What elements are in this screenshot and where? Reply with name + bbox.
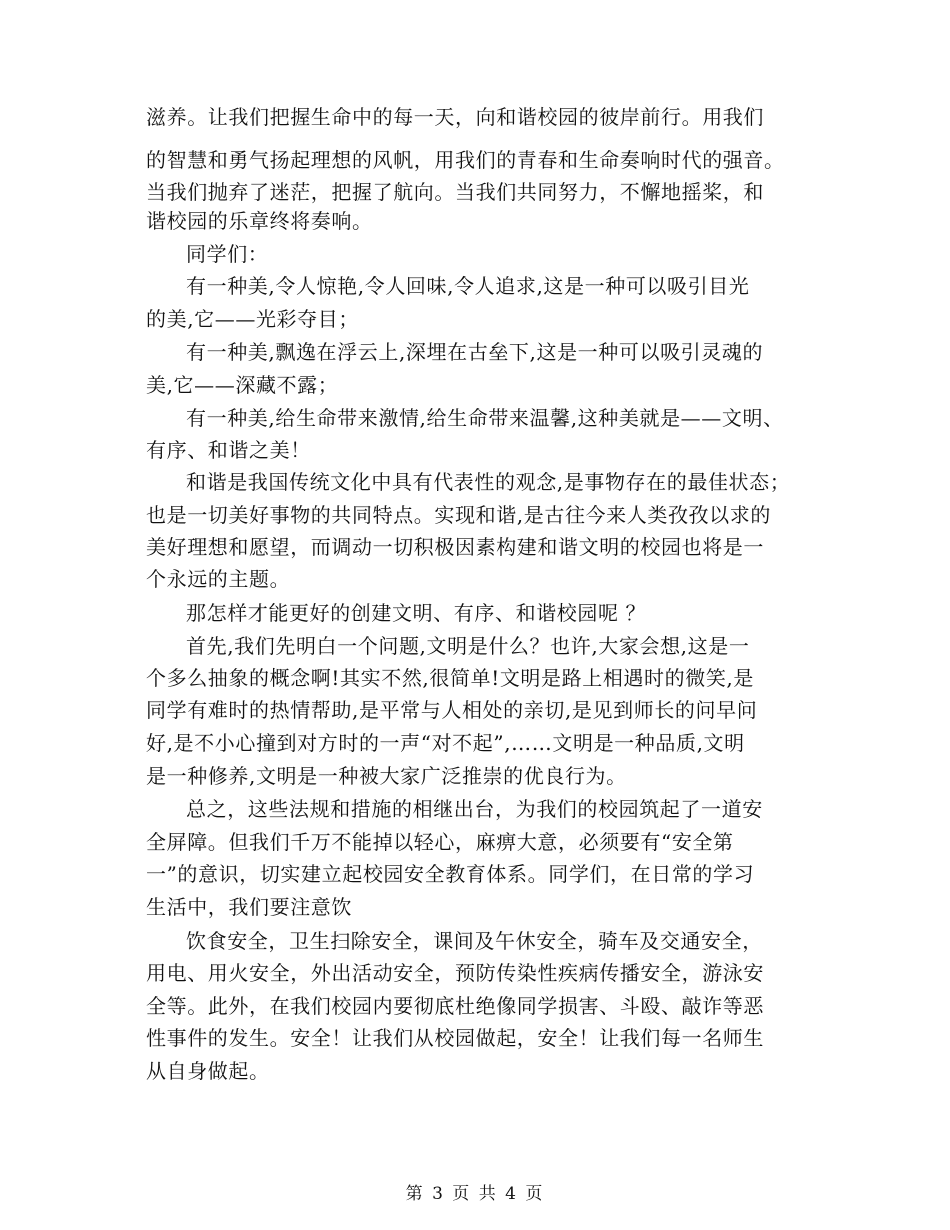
body-text-line: 性事件的发生。安全！让我们从校园做起，安全！让我们每一名师生 xyxy=(146,1026,764,1050)
page-number-footer: 第 3 页 共 4 页 xyxy=(405,1184,545,1204)
body-text-line: 那怎样才能更好的创建文明、有序、和谐校园呢 ？ xyxy=(186,601,647,625)
body-text-line: 全等。此外，在我们校园内要彻底杜绝像同学损害、斗殴、敲诈等恶 xyxy=(146,994,764,1018)
body-text-line: 一”的意识，切实建立起校园安全教育体系。同学们，在日常的学习 xyxy=(146,862,755,886)
body-text-line: 也是一切美好事物的共同特点。实现和谐,是古往今来人类孜孜以求的 xyxy=(146,503,771,527)
body-text-line: 有一种美,飘逸在浮云上,深埋在古垒下,这是一种可以吸引灵魂的 xyxy=(186,340,764,364)
body-text-line: 同学有难时的热情帮助,是平常与人相处的亲切,是见到师长的问早问 xyxy=(146,698,758,722)
body-text-line: 美,它——深藏不露； xyxy=(146,373,339,397)
body-text-line: 有序、和谐之美！ xyxy=(146,438,311,462)
body-text-line: 首先,我们先明白一个问题,文明是什么？也许,大家会想,这是一 xyxy=(186,634,750,658)
body-text-line: 个多么抽象的概念啊!其实不然,很简单!文明是路上相遇时的微笑,是 xyxy=(146,666,754,690)
body-text-line: 当我们抛弃了迷茫，把握了航向。当我们共同努力，不懈地摇桨，和 xyxy=(146,180,764,204)
body-text-line: 好,是不小心撞到对方时的一声“对不起”,……文明是一种品质,文明 xyxy=(146,731,745,755)
body-text-line: 有一种美,给生命带来激情,给生命带来温馨,这种美就是——文明、 xyxy=(186,406,784,430)
body-text-line: 滋养。让我们把握生命中的每一天，向和谐校园的彼岸前行。用我们 xyxy=(146,105,764,129)
body-text-line: 同学们： xyxy=(186,242,269,266)
body-text-line: 的智慧和勇气扬起理想的风帆，用我们的青春和生命奏响时代的强音。 xyxy=(146,148,785,172)
body-text-line: 用电、用火安全，外出活动安全，预防传染性疾病传播安全，游泳安 xyxy=(146,961,764,985)
body-text-line: 饮食安全，卫生扫除安全，课间及午休安全，骑车及交通安全， xyxy=(186,929,763,953)
body-text-line: 全屏障。但我们千万不能掉以轻心，麻痹大意，必须要有“安全第 xyxy=(146,830,734,854)
body-text-line: 的美,它——光彩夺目； xyxy=(146,307,359,331)
body-text-line: 从自身做起。 xyxy=(146,1059,270,1083)
body-text-line: 有一种美,令人惊艳,令人回味,令人追求,这是一种可以吸引目光 xyxy=(186,274,750,298)
body-text-line: 生活中，我们要注意饮 xyxy=(146,895,352,919)
body-text-line: 和谐是我国传统文化中具有代表性的观念,是事物存在的最佳状态； xyxy=(186,470,791,494)
body-text-line: 谐校园的乐章终将奏响。 xyxy=(146,209,373,233)
body-text-line: 是一种修养,文明是一种被大家广泛推崇的优良行为。 xyxy=(146,764,627,788)
body-text-line: 美好理想和愿望，而调动一切积极因素构建和谐文明的校园也将是一 xyxy=(146,535,764,559)
body-text-line: 总之，这些法规和措施的相继出台，为我们的校园筑起了一道安 xyxy=(186,797,763,821)
body-text-line: 个永远的主题。 xyxy=(146,567,291,591)
